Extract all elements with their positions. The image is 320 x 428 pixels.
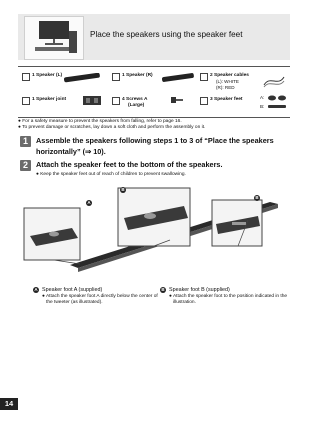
caption-a-desc1: ● Attach the speaker foot A directly below the center of: [42, 294, 158, 299]
speaker-joint-image: [80, 92, 104, 108]
caption-b-desc2: illustration.: [173, 300, 196, 305]
part-speaker-joint-label: 1 Speaker joint: [32, 97, 67, 102]
page-number: 14: [0, 398, 18, 410]
checkbox-screws-a[interactable]: [112, 97, 120, 105]
caption-a-desc2: the tweeter (as illustrated).: [46, 300, 103, 305]
checkbox-speaker-l[interactable]: [22, 73, 30, 81]
caption-b-title: Speaker foot B (supplied): [169, 287, 230, 293]
step-1-line1: Assemble the speakers following steps 1 to 3 of “Place the speakers: [36, 136, 274, 145]
step-1-line2: horizontally” (⇒ 10).: [36, 147, 106, 156]
caption-b-desc1: ● Attach the speaker foot to the position indicated in the: [169, 294, 288, 299]
step-2-icon: 2: [20, 160, 31, 171]
part-speaker-r-label: 1 Speaker (R): [122, 73, 153, 78]
speaker-cables-image: [262, 73, 286, 89]
speaker-r-image: [160, 73, 196, 83]
foot-a-image: [267, 94, 287, 102]
checkbox-speaker-joint[interactable]: [22, 97, 30, 105]
caption-a-title: Speaker foot A (supplied): [42, 287, 103, 293]
part-screws-a-label: 4 Screws A: [122, 97, 148, 102]
foot-a-tag: A:: [260, 95, 265, 100]
speaker-cable-r-color: (R): RED: [216, 85, 235, 90]
callout-a-left: A: [87, 200, 91, 205]
speaker-setup-thumbnail: [24, 16, 84, 60]
screws-a-size: (Large): [128, 103, 145, 108]
foot-b-tag: B:: [260, 104, 265, 109]
part-speaker-feet-label: 3 Speaker feet: [210, 97, 243, 102]
foot-b-image: [267, 104, 287, 110]
screw-image: [170, 94, 184, 106]
speaker-cable-l-color: (L): WHITE: [216, 79, 239, 84]
part-speaker-l-label: 1 Speaker (L): [32, 73, 63, 78]
caption-a-marker: A: [34, 287, 38, 292]
note-safety: ● For a safety measure to prevent the speakers from falling, refer to page 16.: [18, 119, 182, 124]
checkbox-speaker-r[interactable]: [112, 73, 120, 81]
checkbox-speaker-cables[interactable]: [200, 73, 208, 81]
note-soft-cloth: ● To prevent damage or scratches, lay down a soft cloth and perform the assembly on it.: [18, 125, 206, 130]
page-title: Place the speakers using the speaker feet: [90, 30, 243, 39]
tv-and-speakers-illustration: [25, 17, 83, 59]
speaker-l-image: [62, 73, 102, 83]
step-2-line1: Attach the speaker feet to the bottom of the speakers.: [36, 160, 223, 169]
step-1-icon: 1: [20, 136, 31, 147]
speaker-feet-illustration: [20, 180, 286, 280]
checkbox-speaker-feet[interactable]: [200, 97, 208, 105]
part-speaker-cables-label: 2 Speaker cables: [210, 73, 249, 78]
callout-b-right: B: [255, 195, 259, 200]
caption-b-marker: B: [161, 287, 165, 292]
callout-b-center: B: [121, 187, 125, 192]
step-2-bullet: ● Keep the speaker feet out of reach of children to prevent swallowing.: [36, 172, 186, 177]
